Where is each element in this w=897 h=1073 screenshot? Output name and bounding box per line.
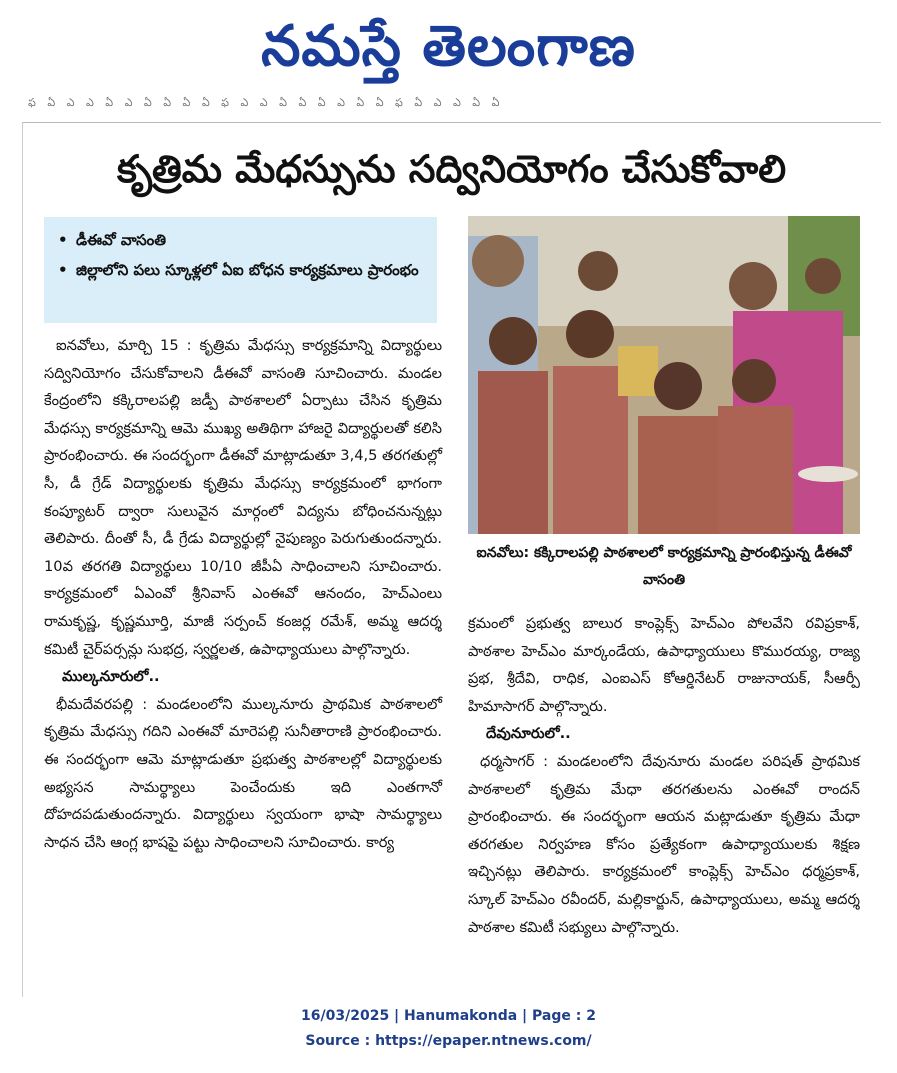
body-paragraph: ధర్మసాగర్ : మండలంలోని దేవునూరు మండల పరిషత్ ప్రాథమిక పాఠశాలలో కృత్రిమ మేధా తరగతులను ఎంఈవో రాందన్ ప్రారంభించారు. ఈ సందర్భంగా ఆయన మట్లాడుతూ కృత్రిమ మేధా తరగతుల నిర్వహణ కోసం ప్రత్యేకంగా ఉపాధ్యాయులకు శిక్షణ ఇచ్చినట్లు తెలిపారు. కార్యక్రమంలో కాంప్లెక్స్ హెచ్ఎం ధర్మప్రకాశ్, స్కూల్ హెచ్ఎం రవీందర్, మల్లికార్జున్, ఉపాధ్యాయులు, అమ్మ ఆదర్శ పాఠశాల కమిటీ సభ్యులు పాల్గొన్నారు. [468, 752, 860, 936]
newspaper-logo: నమస్తే తెలంగాణ [261, 13, 636, 79]
masthead [0, 0, 897, 95]
article-headline: కృత్రిమ మేధస్సును సద్వినియోగం చేసుకోవాలి [116, 147, 787, 191]
photo-caption: ఐనవోలు: కక్కిరాలపల్లి పాఠశాలలో కార్యక్రమాన్ని ప్రారంభిస్తున్న డీఈవో వాసంతి [476, 545, 852, 588]
highlight-item: • డీఈవో వాసంతి [58, 225, 427, 255]
footer-date-line: 16/03/2025 | Hanumakonda | Page : 2 [301, 1008, 596, 1024]
photo-illustration [468, 216, 860, 534]
subheading: ముల్కనూరులో.. [62, 668, 160, 686]
highlight-item: • జిల్లాలోని పలు స్కూళ్లలో ఏఐ బోధన కార్యక్రమాలు ప్రారంభం [58, 255, 427, 285]
ticker-strip: ఫ ఏ ఎ ఎ ఏ ఎ ఏ ఏ ఏ ఏ ఫ ఎ ఎ ఏ ఏ ఏ ఎ ఏ ఏ ఫ ఏ ఎ ఎ ఏ ఏ [28, 96, 504, 109]
body-paragraph: భీమదేవరపల్లి : మండలంలోని ముల్కనూరు ప్రాథమిక పాఠశాలలో కృత్రిమ మేధస్సు గదిని ఎంఈవో మారెపల్లి సునీతారాణి ప్రారంభించారు. ఈ సందర్భంగా ఆమె మాట్లాడుతూ ప్రభుత్వ పాఠశాలల్లో విద్యార్థులకు అభ్యసన సామర్థ్యాలు పెంచేందుకు ఇది ఎంతగానో దోహదపడుతుందన్నారు. విద్యార్థులు స్వయంగా భాషా సామర్థ్యాలు సాధన చేసి ఆంగ్ల భాషపై పట్టు సాధించాలని సూచించారు. కార్య [44, 695, 442, 851]
body-paragraph: క్రమంలో ప్రభుత్వ బాలుర కాంప్లెక్స్ హెచ్ఎం పోలవేని రవిప్రకాశ్, పాఠశాల హెచ్ఎం మార్కండేయ, ఉపాధ్యాయులు కొమురయ్య, రాజ్య ప్రభ, శ్రీదేవి, రాధిక, ఎంఐఎస్ కోఆర్డినేటర్ రాజునాయక్, సీఆర్పీ హిమాసాగర్ పాల్గొన్నారు. [468, 615, 860, 715]
right-column [468, 610, 860, 941]
subheading: దేవునూరులో.. [486, 725, 571, 743]
body-paragraph: ఐనవోలు, మార్చి 15 : కృత్రిమ మేధస్సు కార్యక్రమాన్ని విద్యార్థులు సద్వినియోగం చేసుకోవాలని డీఈవో వాసంతి సూచించారు. మండల కేంద్రంలోని కక్కిరాలపల్లి జడ్పీ పాఠశాలలో ఏర్పాటు చేసిన కృత్రిమ మేధస్సు కార్యక్రమాన్ని ఆమె ముఖ్య అతిథిగా హాజరై విద్యార్థులతో కలిసి ప్రారంభించారు. ఈ సందర్భంగా డీఈవో మాట్లాడుతూ 3,4,5 తరగతుల్లో సీ, డీ గ్రేడ్ విద్యార్థులకు కృత్రిమ మేధస్సు కార్యక్రమంలో భాగంగా కంప్యూటర్ ద్వారా సులువైన మార్గంలో విద్యను బోధించనున్నట్లు తెలిపారు. దీంతో సీ, డీ గ్రేడు విద్యార్థుల్లో నైపుణ్యం పెరుగుతుందన్నారు. 10వ తరగతి విద్యార్థులు 10/10 జీపీఏ సాధించాలని సూచించారు. కార్యక్రమంలో ఏఎంవో శ్రీనివాస్ ఎంఈవో ఆనందం, హెచ్ఎంలు రామకృష్ణ, కృష్ణమూర్తి, మాజీ సర్పంచ్ కంజర్ల రమేశ్, అమ్మ ఆదర్శ కమిటీ చైర్‌పర్సన్లు సుభద్ర, స్వర్ణలత, ఉపాధ్యాయులు పాల్గొన్నారు. [44, 337, 442, 658]
left-column [44, 332, 442, 856]
footer-source-link[interactable]: Source : https://epaper.ntnews.com/ [305, 1033, 592, 1049]
article-photo [468, 216, 860, 534]
highlights-box [44, 217, 437, 323]
